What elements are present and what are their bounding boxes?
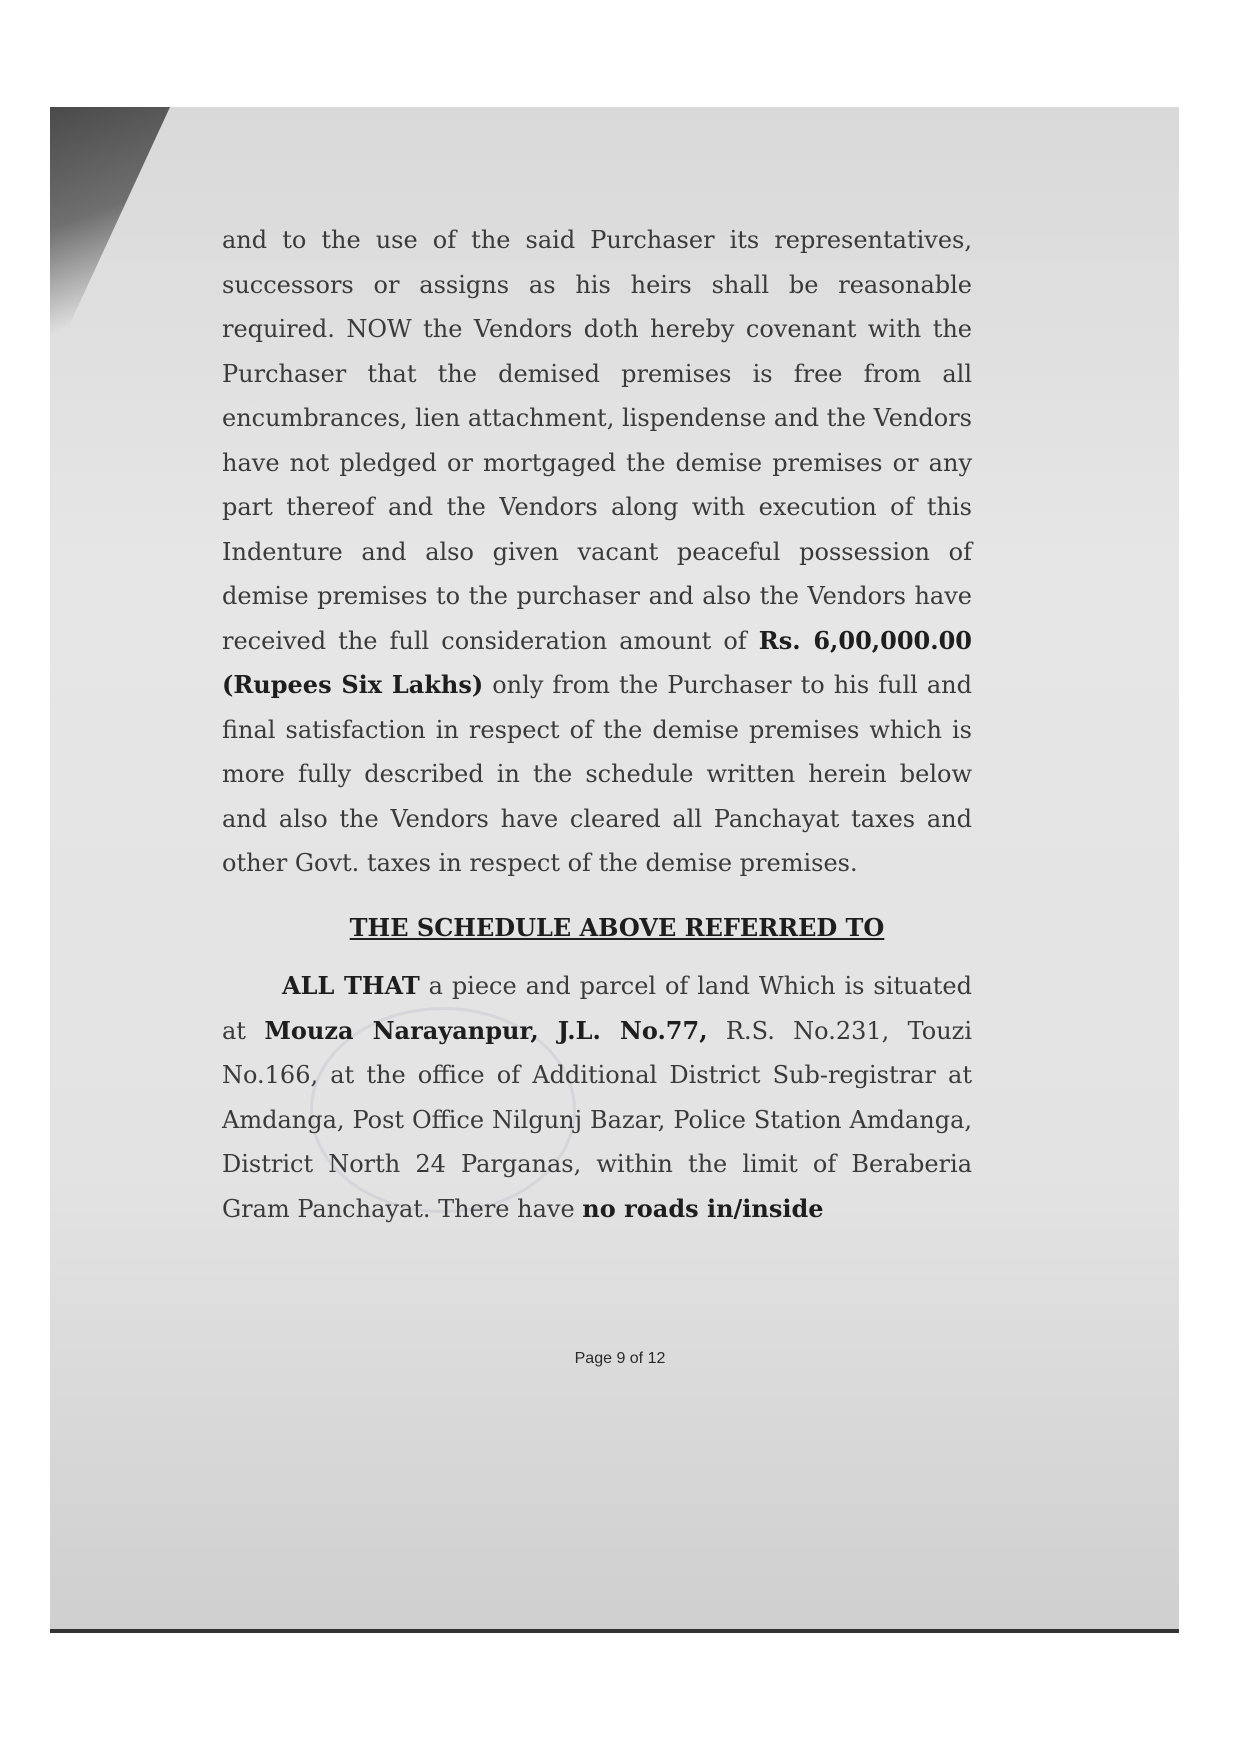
mouza-name: Mouza Narayanpur, J.L. No.77, (264, 1015, 708, 1045)
schedule-heading: THE SCHEDULE ABOVE REFERRED TO (349, 912, 885, 942)
page-fold-shadow (50, 107, 170, 367)
roads-phrase: no roads in/inside (582, 1193, 824, 1223)
lead-phrase: ALL THAT (282, 971, 420, 1000)
document-body (222, 218, 972, 1231)
page-number: Page 9 of 12 (574, 1350, 666, 1367)
paragraph-schedule (222, 964, 972, 1231)
consideration-amount: Rs. 6,00,000.00 (Rupees Six Lakhs) (222, 625, 972, 699)
paragraph-text: and to the use of the said Purchaser its representatives, successors or assigns as his heirs shall be reasonable required. NOW the Vendors doth hereby covenant with the Purchaser that the demised premises is free from all encumbrances, lien attachment, lispendense and the Vendors have not pledged or mortgaged the demise premises or any part thereof and the Vendors along with execution of this Indenture and also given vacant peaceful possession of demise premises to the purchaser and also the Vendors have received the full consideration amount of (222, 226, 972, 655)
paragraph-text: only from the Purchaser to his full and final satisfaction in respect of the demise premises which is more fully described in the schedule written herein below and also the Vendors have cleared all Panchayat taxes and other Govt. taxes in respect of the demise premises. (222, 671, 972, 877)
paragraph-text: a piece and parcel of land Which is situated at (222, 972, 972, 1045)
paragraph-text: R.S. No.231, Touzi No.166, at the office of Additional District Sub-registrar at Amdanga, Post Office Nilgunj Bazar, Police Station Amdanga, District North 24 Parganas, within the limit of Beraberia Gram Panchayat. There have (222, 1016, 972, 1223)
paragraph-covenant (222, 218, 972, 886)
